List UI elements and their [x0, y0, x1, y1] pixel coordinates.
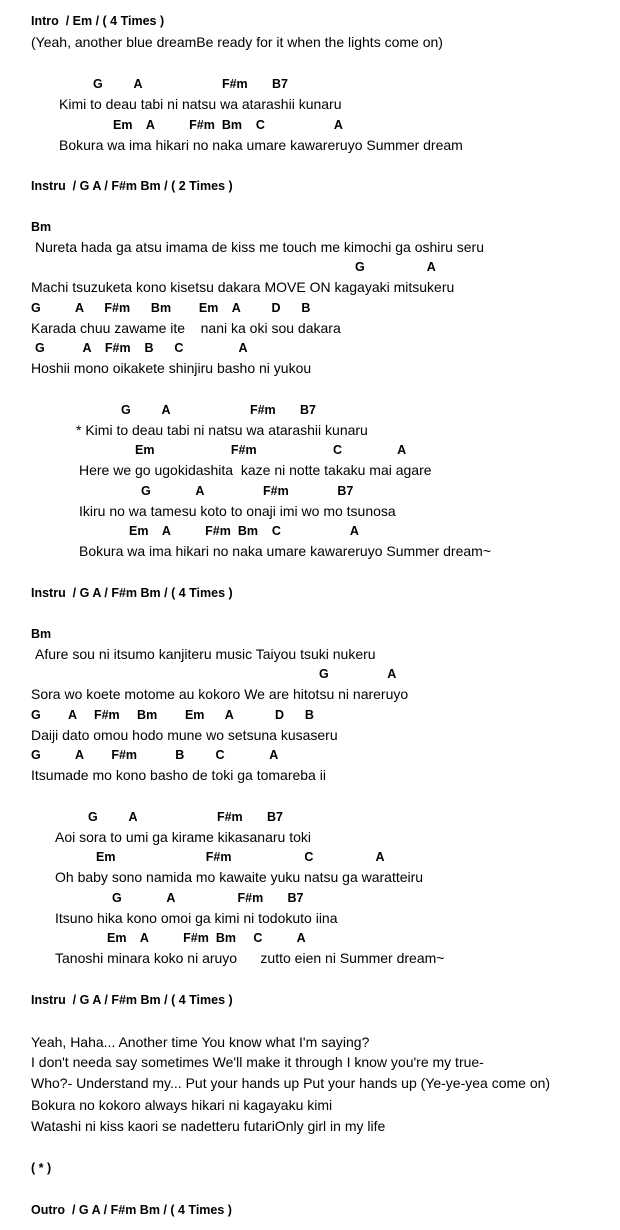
chord-line: G A [355, 260, 436, 274]
chord-line: G A [319, 667, 397, 681]
chord-line: Em A F#m Bm C A [107, 931, 306, 945]
lyric-line: Itsuno hika kono omoi ga kimi ni todokuto iina [55, 910, 338, 926]
chord-line: G A F#m B7 [112, 891, 304, 905]
lyric-line: Bokura wa ima hikari no naka umare kawareruyo Summer dream [59, 137, 463, 153]
lyric-line: Machi tsuzuketa kono kisetsu dakara MOVE ON kagayaki mitsukeru [31, 279, 455, 295]
chord-line: G A F#m B C A [35, 341, 248, 355]
chord-line: G A F#m B7 [93, 77, 288, 91]
chord-line: G A F#m Bm Em A D B [31, 708, 314, 722]
chord-line: Bm [31, 627, 52, 641]
lyric-line: Nureta hada ga atsu imama de kiss me touch me kimochi ga oshiru seru [35, 239, 484, 255]
lyric-line: Karada chuu zawame ite nani ka oki sou dakara [31, 320, 341, 336]
section-header-instru: Instru / G A / F#m Bm / ( 4 Times ) [31, 993, 233, 1007]
lyric-line: Bokura no kokoro always hikari ni kagayaku kimi [31, 1097, 333, 1113]
chord-line: G A F#m B7 [121, 403, 316, 417]
chord-line: Em F#m C A [96, 850, 385, 864]
chorus-repeat-marker: ( * ) [31, 1161, 52, 1175]
lyric-line: Watashi ni kiss kaori se nadetteru futariOnly girl in my life [31, 1118, 386, 1134]
lyric-line: Hoshii mono oikakete shinjiru basho ni yukou [31, 360, 312, 376]
chord-line: G A F#m Bm Em A D B [31, 301, 311, 315]
lyric-line: Here we go ugokidashita kaze ni notte takaku mai agare [79, 462, 432, 478]
chord-line: Em A F#m Bm C A [113, 118, 343, 132]
lyric-line: Tanoshi minara koko ni aruyo zutto eien ni Summer dream~ [55, 950, 445, 966]
lyric-line: Kimi to deau tabi ni natsu wa atarashii kunaru [59, 96, 342, 112]
chord-line: Bm [31, 220, 52, 234]
section-header-instru: Instru / G A / F#m Bm / ( 4 Times ) [31, 586, 233, 600]
chord-line: Em A F#m Bm C A [129, 524, 359, 538]
lyric-line: Itsumade mo kono basho de toki ga tomareba ii [31, 767, 326, 783]
lyric-line: Ikiru no wa tamesu koto to onaji imi wo mo tsunosa [79, 503, 396, 519]
lyric-line: Who?- Understand my... Put your hands up Put your hands up (Ye-ye-yea come on) [31, 1075, 551, 1091]
section-header-instru: Instru / G A / F#m Bm / ( 2 Times ) [31, 179, 233, 193]
lyric-line: Oh baby sono namida mo kawaite yuku natsu ga waratteiru [55, 869, 424, 885]
lyric-line: (Yeah, another blue dreamBe ready for it when the lights come on) [31, 34, 443, 50]
lyric-line-chorus-mark: * Kimi to deau tabi ni natsu wa atarashii kunaru [76, 422, 368, 438]
chord-line: G A F#m B C A [31, 748, 279, 762]
lyric-line: Afure sou ni itsumo kanjiteru music Taiyou tsuki nukeru [35, 646, 376, 662]
chord-line: G A F#m B7 [141, 484, 354, 498]
lyric-line: I don't needa say sometimes We'll make it through I know you're my true- [31, 1054, 484, 1070]
lyric-line: Yeah, Haha... Another time You know what I'm saying? [31, 1034, 370, 1050]
section-header-intro: Intro / Em / ( 4 Times ) [31, 14, 165, 28]
lyric-line: Daiji dato omou hodo mune wo setsuna kusaseru [31, 727, 338, 743]
section-header-outro: Outro / G A / F#m Bm / ( 4 Times ) [31, 1203, 232, 1217]
lyric-line: Sora wo koete motome au kokoro We are hitotsu ni nareruyo [31, 686, 409, 702]
lyric-line: Aoi sora to umi ga kirame kikasanaru toki [55, 829, 311, 845]
lyric-line: Bokura wa ima hikari no naka umare kawareruyo Summer dream~ [79, 543, 492, 559]
chord-line: Em F#m C A [135, 443, 407, 457]
chord-line: G A F#m B7 [88, 810, 283, 824]
